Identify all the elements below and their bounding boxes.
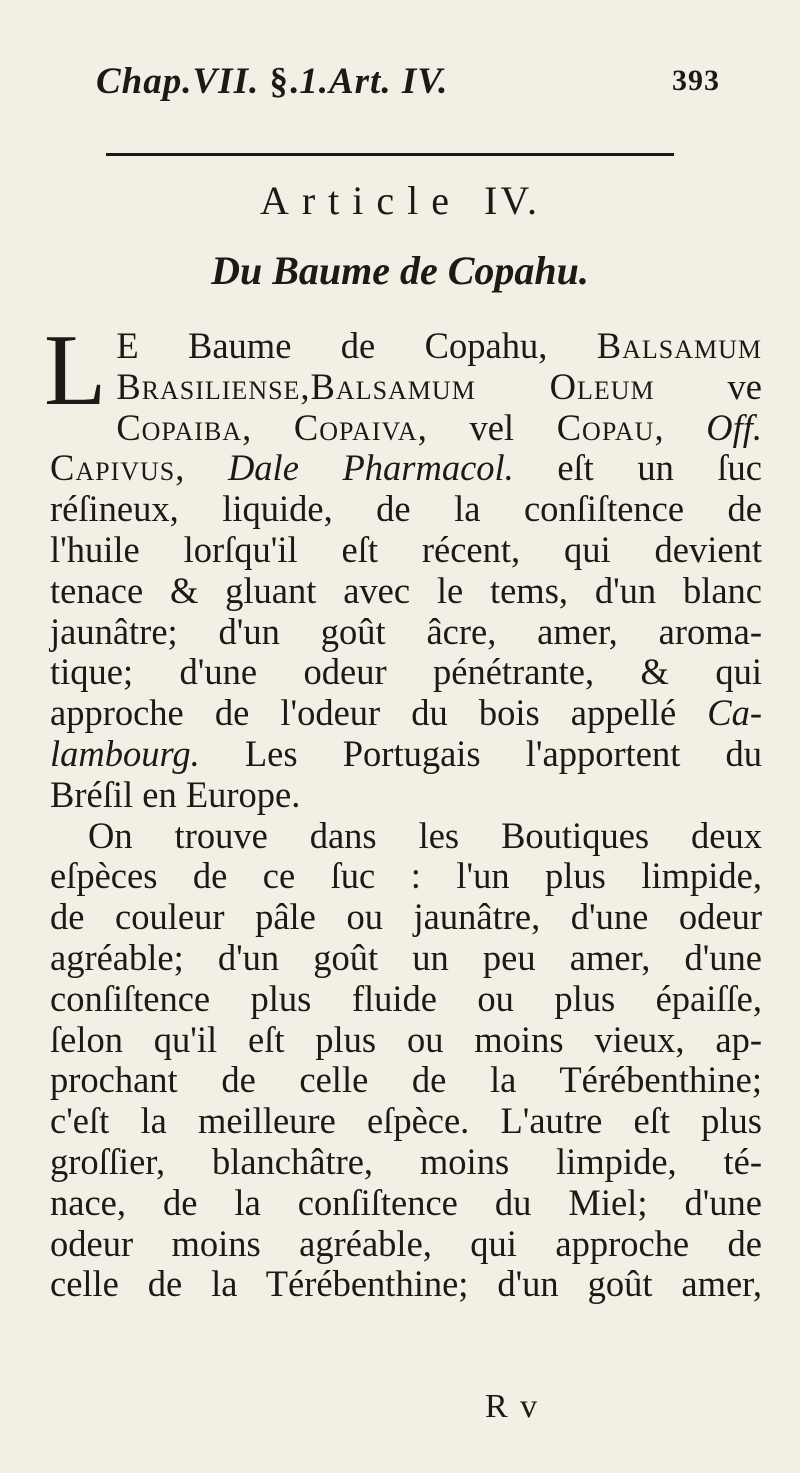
text-line — [50, 489, 762, 530]
text-line: eſpèces de ce ſuc : l'un plus limpide, — [50, 855, 762, 897]
article-subtitle: Du Baume de Copahu. — [211, 248, 589, 293]
text-run: jaunâtre; d'un goût âcre, amer, aroma- — [50, 610, 762, 652]
header-rule — [106, 153, 674, 156]
text-line: ſelon qu'il eſt plus ou moins vieux, ap- — [50, 1018, 762, 1060]
running-head-chapter: Chap.VII. — [96, 61, 260, 102]
text-run: tenace & gluant avec le tems, d'un blanc — [50, 569, 762, 611]
running-head-article: 1.Art. IV. — [299, 61, 449, 102]
article-heading — [0, 177, 800, 224]
text-run: Balsamum — [596, 325, 762, 366]
text-run: , vel — [417, 406, 557, 448]
text-line: agréable; d'un goût un peu amer, d'une — [50, 936, 762, 978]
text-run: eſt un ſuc — [513, 447, 763, 489]
text-line — [50, 448, 762, 489]
text-line — [50, 326, 762, 367]
text-line — [50, 693, 762, 734]
text-run: Capivus — [50, 447, 176, 489]
paragraph-2 — [50, 816, 762, 1306]
text-run: Les Portugais l'apportent du — [199, 732, 762, 774]
text-line — [50, 775, 762, 816]
text-line: groſſier, blanchâtre, moins limpide, té- — [50, 1140, 762, 1182]
text-run: , — [242, 406, 294, 448]
text-line — [50, 367, 762, 408]
paragraph-1 — [44, 314, 763, 816]
text-run: Off. — [706, 406, 763, 448]
text-line — [50, 734, 762, 775]
article-label: Article — [259, 178, 462, 223]
text-run: lambourg. — [50, 732, 200, 774]
running-head — [96, 60, 736, 103]
text-line: odeur moins agréable, qui approche de — [50, 1222, 762, 1264]
text-run: Copaiba — [116, 406, 243, 448]
text-line: nace, de la conſiſtence du Miel; d'une — [50, 1181, 762, 1223]
running-head-section-sign: §. — [269, 61, 300, 102]
text-run: Copau — [556, 406, 655, 448]
signature-mark: R v — [485, 1388, 540, 1425]
article-number: IV. — [484, 178, 541, 223]
text-line: c'eſt la meilleure eſpèce. L'autre eſt plus — [50, 1100, 762, 1142]
text-line — [50, 530, 762, 571]
text-line: celle de la Térébenthine; d'un goût amer, — [50, 1263, 762, 1305]
text-run: Ca- — [707, 692, 762, 734]
text-run: Brasiliense,Balsamum Oleum — [116, 365, 655, 407]
text-run: tique; d'une odeur pénétrante, & qui — [50, 651, 762, 693]
page-number: 393 — [672, 64, 720, 97]
text-line — [50, 612, 762, 653]
text-run: E Baume de Copahu, — [116, 325, 597, 366]
text-run: Dale Pharmacol. — [227, 447, 514, 489]
text-run: ve — [654, 365, 762, 407]
text-line: de couleur pâle ou jaunâtre, d'une odeur — [50, 896, 762, 938]
text-line: conſiſtence plus fluide ou plus épaiſſe, — [50, 977, 762, 1019]
text-line — [50, 652, 762, 693]
text-run: Bréſil en Europe. — [50, 773, 301, 815]
text-line: On trouve dans les Boutiques deux — [88, 814, 762, 856]
text-run: , — [654, 406, 707, 448]
text-run: l'huile lorſqu'il eſt récent, qui devient — [50, 528, 762, 570]
text-line — [50, 571, 762, 612]
body-text — [44, 314, 763, 1305]
text-run: , — [175, 447, 228, 489]
text-line: prochant de celle de la Térébenthine; — [50, 1059, 762, 1101]
text-run: réſineux, liquide, de la conſiſtence de — [50, 488, 762, 530]
text-run: approche de l'odeur du bois appellé — [50, 692, 708, 734]
text-run: Copaiva — [293, 406, 418, 448]
drop-cap: L — [44, 314, 107, 427]
text-line — [50, 408, 762, 449]
